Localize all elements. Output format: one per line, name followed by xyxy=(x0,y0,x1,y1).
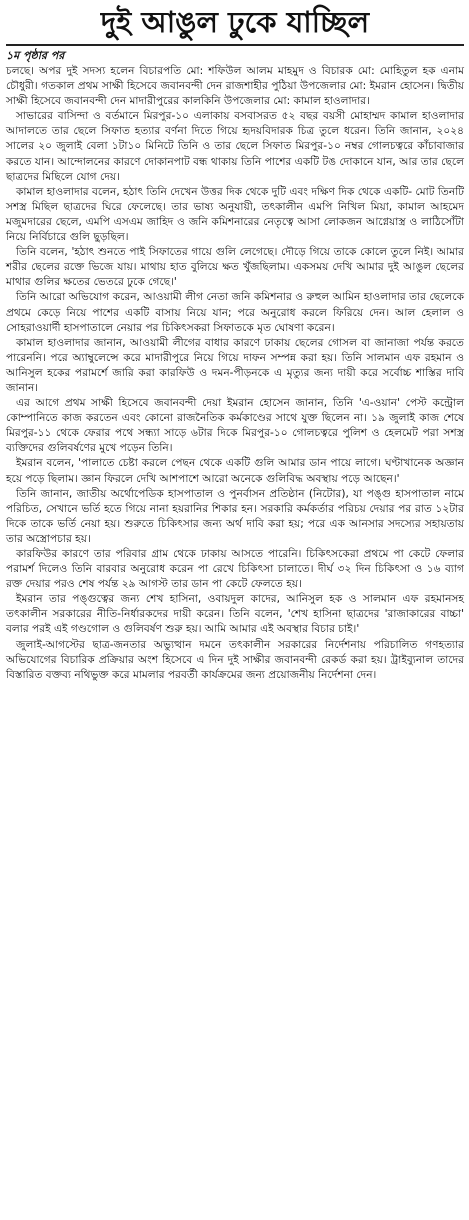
paragraph-2: সাভারের বাসিন্দা ও বর্তমানে মিরপুর-১০ এলাকায় বসবাসরত ৫২ বছর বয়সী মোহাম্মদ কামাল হাওলাদার আদালতে তার ছেলে সিফাত হত্যার বর্ণনা দিতে গিয়ে হৃদয়বিদারক চিত্র তুলে ধরেন। তিনি জানান, ২০২৪ সালের ২০ জুলাই বেলা ১টা১০ মিনিটে তিনি ও তার ছেলে সিফাত মিরপুর-১০ নম্বর গোলচত্বরে কাঁচাবাজার করতে যান। আন্দোলনের কারণে দোকানপাট বন্ধ থাকায় তিনি পাশের একটি টঙ দোকানে যান, আর তার ছেলে ছাত্রদের মিছিলে যোগ দেয়। xyxy=(6,110,464,183)
paragraph-11: ইমরান তার পঙ্গুত্বের জন্য শেখ হাসিনা, ওবায়দুল কাদের, আনিসুল হক ও সালমান এফ রহমানসহ তৎকালীন সরকারের নীতি-নির্ধারকদের দায়ী করেন। তিনি বলেন, 'শেখ হাসিনা ছাত্রদের 'রাজাকারের বাচ্চা' বলার পরই এই গণ্ডগোল ও গুলিবর্ষণ শুরু হয়। আমি আমার এই অবস্থার বিচার চাই।' xyxy=(6,593,464,636)
paragraph-1: চলছে। অপর দুই সদস্য হলেন বিচারপতি মো: শফিউল আলম মাহমুদ ও বিচারক মো: মোহিতুল হক এনাম চৌধুরী। গতকাল প্রথম সাক্ষী হিসেবে জবানবন্দী দেন রাজশাহীর পুঠিয়া উপজেলার মো: ইমরান হোসেন। দ্বিতীয় সাক্ষী হিসেবে জবানবন্দী দেন মাদারীপুরের কালকিনি উপজেলার মো: কামাল হাওলাদার। xyxy=(6,65,464,108)
paragraph-7: এর আগে প্রথম সাক্ষী হিসেবে জবানবন্দী দেয়া ইমরান হোসেন জানান, তিনি 'এ-ওয়ান' পেস্ট কন্ট্রোল কোম্পানিতে কাজ করতেন এবং কোনো রাজনৈতিক কর্মকাণ্ডের সাথে যুক্ত ছিলেন না। ১৯ জুলাই কাজ শেষে মিরপুর-১১ থেকে ফেরার পথে সন্ধ্যা সাড়ে ৬টার দিকে মিরপুর-১০ গোলচত্বরে পুলিশ ও হেলমেট পরা সশস্ত্র ব্যক্তিদের গুলিবর্ষণের মুখে পড়েন তিনি। xyxy=(6,397,464,455)
paragraph-9: তিনি জানান, জাতীয় অর্থোপেডিক হাসপাতাল ও পুনর্বাসন প্রতিষ্ঠান (নিটোর), যা পঙ্গু হাসপাতাল নামে পরিচিত, সেখানে ভর্তি হতে গিয়ে নানা হয়রানির শিকার হন। সরকারি কর্মকর্তার পরিচয় দেয়ার পর রাত ১২টার দিকে তাকে ভর্তি নেয়া হয়। শুরুতে চিকিৎসার জন্য অর্থ দাবি করা হয়; পরে এক আনসার সদস্যের সহায়তায় তার অস্ত্রোপচার হয়। xyxy=(6,487,464,545)
headline: দুই আঙুল ঢুকে যাচ্ছিল xyxy=(100,5,370,39)
paragraph-3: কামাল হাওলাদার বলেন, হঠাৎ তিনি দেখেন উত্তর দিক থেকে দুটি এবং দক্ষিণ দিক থেকে একটি- মোট তিনটি সশস্ত্র মিছিল ছাত্রদের ঘিরে ফেলেছে। তার ভাষ্য অনুযায়ী, তৎকালীন এমপি নিখিল মিয়া, কামাল আহমেদ মজুমদারের ছেলে, এমপি এসএম জাহিদ ও জনি কমিশনারের নেতৃত্বে আসা লোকজন আগ্নেয়াস্ত্র ও লাঠিসোঁটা নিয়ে নির্বিচারে গুলি ছুড়ছিল। xyxy=(6,185,464,244)
headline-divider xyxy=(6,44,464,46)
article-body xyxy=(6,64,464,683)
paragraph-5: তিনি আরো অভিযোগ করেন, আওয়ামী লীগ নেতা জনি কমিশনার ও রুহুল আমিন হাওলাদার তার ছেলেকে প্রথমে কেড়ে নিয়ে পাশের একটি বাসায় নিয়ে যান; পরে অনুরোধ করলে ফিরিয়ে দেন। আল হেলাল ও সোহরাওয়ার্দী হাসপাতালে নেয়ার পর চিকিৎসকরা সিফাতকে মৃত ঘোষণা করেন। xyxy=(6,291,464,334)
paragraph-12: জুলাই-আগস্টের ছাত্র-জনতার অভ্যুত্থান দমনে তৎকালীন সরকারের নির্দেশনায় পরিচালিত গণহত্যার অভিযোগের বিচারিক প্রক্রিয়ার অংশ হিসেবে এ দিন দুই সাক্ষীর জবানবন্দী রেকর্ড করা হয়। ট্রাইব্যুনাল তাদের বিস্তারিত বক্তব্য নথিভুক্ত করে মামলার পরবর্তী কার্যক্রমের জন্য প্রয়োজনীয় নির্দেশনা দেন। xyxy=(6,638,464,681)
paragraph-6: কামাল হাওলাদার জানান, আওয়ামী লীগের বাধার কারণে ঢাকায় ছেলের গোসল বা জানাজা পর্যন্ত করতে পারেননি। পরে অ্যাম্বুলেন্সে করে মাদারীপুরে নিয়ে গিয়ে দাফন সম্পন্ন করা হয়। তিনি সালমান এফ রহমান ও আনিসুল হকের পরামর্শে জারি করা কারফিউ ও দমন-পীড়নকে এ মৃত্যুর জন্য দায়ী করে সর্বোচ্চ শাস্তির দাবি জানান। xyxy=(6,336,464,394)
paragraph-10: কারফিউর কারণে তার পরিবার গ্রাম থেকে ঢাকায় আসতে পারেনি। চিকিৎসকেরা প্রথমে পা কেটে ফেলার পরামর্শ দিলেও তিনি বারবার অনুরোধ করেন পা রেখে চিকিৎসা চালাতে। দীর্ঘ ৩২ দিন চিকিৎসা ও ১৬ ব্যাগ রক্ত দেয়ার পরও শেষ পর্যন্ত ২৯ আগস্ট তার ডান পা কেটে ফেলতে হয়। xyxy=(6,548,464,591)
paragraph-4: তিনি বলেন, 'হঠাৎ শুনতে পাই সিফাতের গায়ে গুলি লেগেছে। দৌড়ে গিয়ে তাকে কোলে তুলে নিই। আমার শরীর ছেলের রক্তে ভিজে যায়। মাথায় হাত বুলিয়ে ক্ষত খুঁজছিলাম। একসময় দেখি আমার দুই আঙুল ছেলের মাথার গুলির ক্ষতের ভেতরে ঢুকে গেছে।' xyxy=(6,246,464,289)
continued-from-label: ১ম পৃষ্ঠার পর xyxy=(6,49,65,62)
paragraph-8: ইমরান বলেন, 'পালাতে চেষ্টা করলে পেছন থেকে একটি গুলি আমার ডান পায়ে লাগে। ঘণ্টাখানেক অজ্ঞান হয়ে পড়ে ছিলাম। জ্ঞান ফিরলে দেখি আশপাশে আরো অনেকে গুলিবিদ্ধ অবস্থায় পড়ে আছেন।' xyxy=(6,457,464,485)
